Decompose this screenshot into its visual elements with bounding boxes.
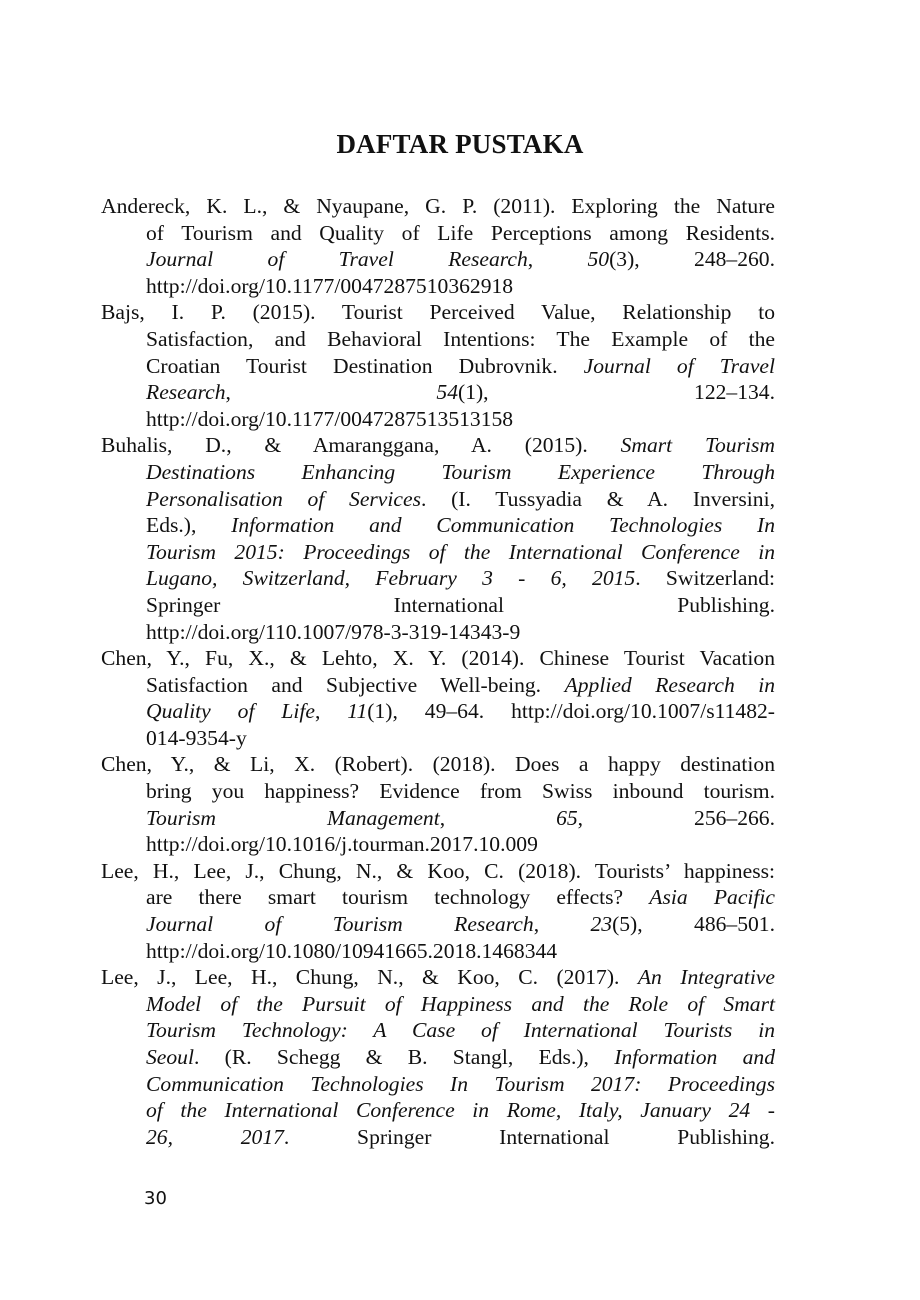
reference-line: [146, 512, 775, 539]
reference-line: [146, 1124, 776, 1151]
italic-text: Tourism 2015: Proceedings of the International Conference in: [146, 539, 775, 564]
reference-line: [146, 725, 775, 752]
text: http://doi.org/10.1080/10941665.2018.1468344: [146, 938, 558, 963]
italic-text: Asia Pacific: [649, 885, 775, 910]
italic-text: Research: [146, 380, 226, 405]
text: 014-9354-y: [146, 725, 247, 750]
text: Andereck, K. L., & Nyaupane, G. P. (2011). Exploring the Nature: [101, 194, 775, 218]
reference-line: [101, 858, 775, 885]
text: ,: [225, 380, 437, 405]
italic-text: Seoul: [146, 1045, 194, 1069]
italic-text: 65: [556, 805, 578, 830]
reference-line: [146, 672, 775, 699]
text: Satisfaction, and Behavioral Intentions: The Example of the: [146, 326, 775, 351]
italic-text: of the International Conference in Rome, Italy, January 24 -: [146, 1098, 775, 1123]
reference-line: [146, 379, 776, 406]
text: Lee, H., Lee, J., Chung, N., & Koo, C. (2018). Tourists’ happiness:: [101, 858, 775, 883]
reference-line: [146, 539, 775, 566]
text: ,: [439, 805, 557, 830]
reference-line: [146, 938, 775, 965]
italic-text: Information and Communication Technologies In: [231, 513, 775, 538]
text: of Tourism and Quality of Life Perceptions among Residents.: [146, 220, 775, 245]
reference-line: [146, 778, 775, 805]
reference-line: [146, 1097, 775, 1124]
italic-text: Personalisation of Services: [146, 486, 421, 511]
italic-text: 50: [587, 247, 610, 272]
text: . (I. Tussyadia & A. Inversini,: [420, 486, 775, 511]
text: Chen, Y., & Li, X. (Robert). (2018). Does a happy destination: [101, 752, 775, 777]
text: Bajs, I. P. (2015). Tourist Perceived Value, Relationship to: [101, 300, 775, 325]
reference-line: [101, 645, 775, 672]
reference-line: [146, 911, 775, 938]
text: http://doi.org/110.1007/978-3-319-14343-9: [146, 619, 521, 644]
reference-line: [146, 884, 775, 911]
italic-text: 23: [590, 912, 613, 937]
italic-text: Tourism Management: [146, 805, 440, 830]
reference-line: [101, 193, 775, 220]
text: Satisfaction and Subjective Well-being.: [146, 672, 565, 697]
reference-entry: [101, 432, 776, 645]
reference-line: [146, 486, 775, 513]
reference-line: [146, 220, 775, 247]
text: , 256–266.: [577, 805, 776, 830]
italic-text: Communication Technologies In Tourism 2017: Proceedings: [146, 1071, 775, 1096]
reference-line: [146, 831, 775, 858]
text: ,: [533, 912, 591, 937]
reference-line: [146, 1071, 775, 1098]
reference-entry: [101, 964, 776, 1150]
italic-text: Journal of Travel Research: [146, 247, 528, 272]
italic-text: Smart Tourism: [620, 433, 775, 458]
text: http://doi.org/10.1177/0047287513513158: [146, 406, 514, 431]
text: Chen, Y., Fu, X., & Lehto, X. Y. (2014). Chinese Tourist Vacation: [101, 646, 775, 671]
italic-text: Information and: [614, 1045, 775, 1069]
text: (1), 122–134.: [458, 380, 776, 405]
text: . Switzerland:: [635, 566, 776, 591]
italic-text: 54: [436, 380, 458, 405]
italic-text: 11: [347, 699, 368, 724]
text: . Springer International Publishing.: [283, 1124, 776, 1149]
reference-entry: [101, 858, 775, 964]
text: Croatian Tourist Destination Dubrovnik.: [146, 353, 584, 378]
page-number: 30: [144, 1188, 167, 1209]
text: Buhalis, D., & Amaranggana, A. (2015).: [101, 433, 621, 458]
text: Lee, J., Lee, H., Chung, N., & Koo, C. (2017).: [101, 965, 638, 990]
reference-line: [146, 353, 775, 380]
text: bring you happiness? Evidence from Swiss inbound tourism.: [146, 779, 775, 804]
reference-entry: [101, 193, 775, 299]
italic-text: Tourism Technology: A Case of International Tourists in: [146, 1018, 775, 1043]
text: ,: [314, 699, 348, 724]
page-title: DAFTAR PUSTAKA: [336, 129, 584, 159]
text: Eds.),: [146, 513, 232, 538]
reference-line: [101, 299, 775, 326]
italic-text: Lugano, Switzerland, February 3 - 6, 2015: [146, 566, 636, 591]
reference-line: [146, 565, 776, 592]
reference-list: [101, 193, 776, 1150]
reference-line: [146, 619, 775, 646]
reference-line: [146, 698, 775, 725]
reference-line: [146, 246, 775, 273]
reference-line: [146, 406, 775, 433]
text: . (R. Schegg & B. Stangl, Eds.),: [193, 1045, 615, 1069]
reference-line: [146, 805, 776, 832]
reference-line: [146, 1017, 775, 1044]
italic-text: An Integrative: [637, 965, 776, 990]
text: (1), 49–64. http://doi.org/10.1007/s11482-: [367, 699, 775, 724]
text: http://doi.org/10.1016/j.tourman.2017.10.009: [146, 832, 538, 857]
reference-line: [146, 592, 775, 619]
reference-line: [146, 273, 775, 300]
text: ,: [527, 247, 588, 272]
reference-line: [146, 459, 775, 486]
italic-text: 26, 2017: [146, 1124, 284, 1149]
reference-line: [146, 1044, 775, 1071]
text: (3), 248–260.: [609, 247, 775, 272]
text: Springer International Publishing.: [146, 592, 775, 617]
text: (5), 486–501.: [612, 912, 775, 937]
text: are there smart tourism technology effects?: [146, 885, 650, 910]
italic-text: Journal of Travel: [583, 353, 775, 378]
reference-line: [146, 326, 775, 353]
italic-text: Model of the Pursuit of Happiness and the Role of Smart: [146, 991, 775, 1016]
reference-line: [101, 751, 775, 778]
italic-text: Destinations Enhancing Tourism Experience Through: [146, 459, 775, 484]
italic-text: Quality of Life: [146, 699, 315, 724]
italic-text: Applied Research in: [564, 672, 775, 697]
reference-line: [101, 432, 775, 459]
text: http://doi.org/10.1177/0047287510362918: [146, 273, 514, 298]
reference-line: [146, 991, 775, 1018]
reference-entry: [101, 645, 775, 751]
italic-text: Journal of Tourism Research: [146, 912, 534, 937]
reference-entry: [101, 751, 776, 857]
reference-line: [101, 964, 776, 991]
reference-entry: [101, 299, 776, 432]
